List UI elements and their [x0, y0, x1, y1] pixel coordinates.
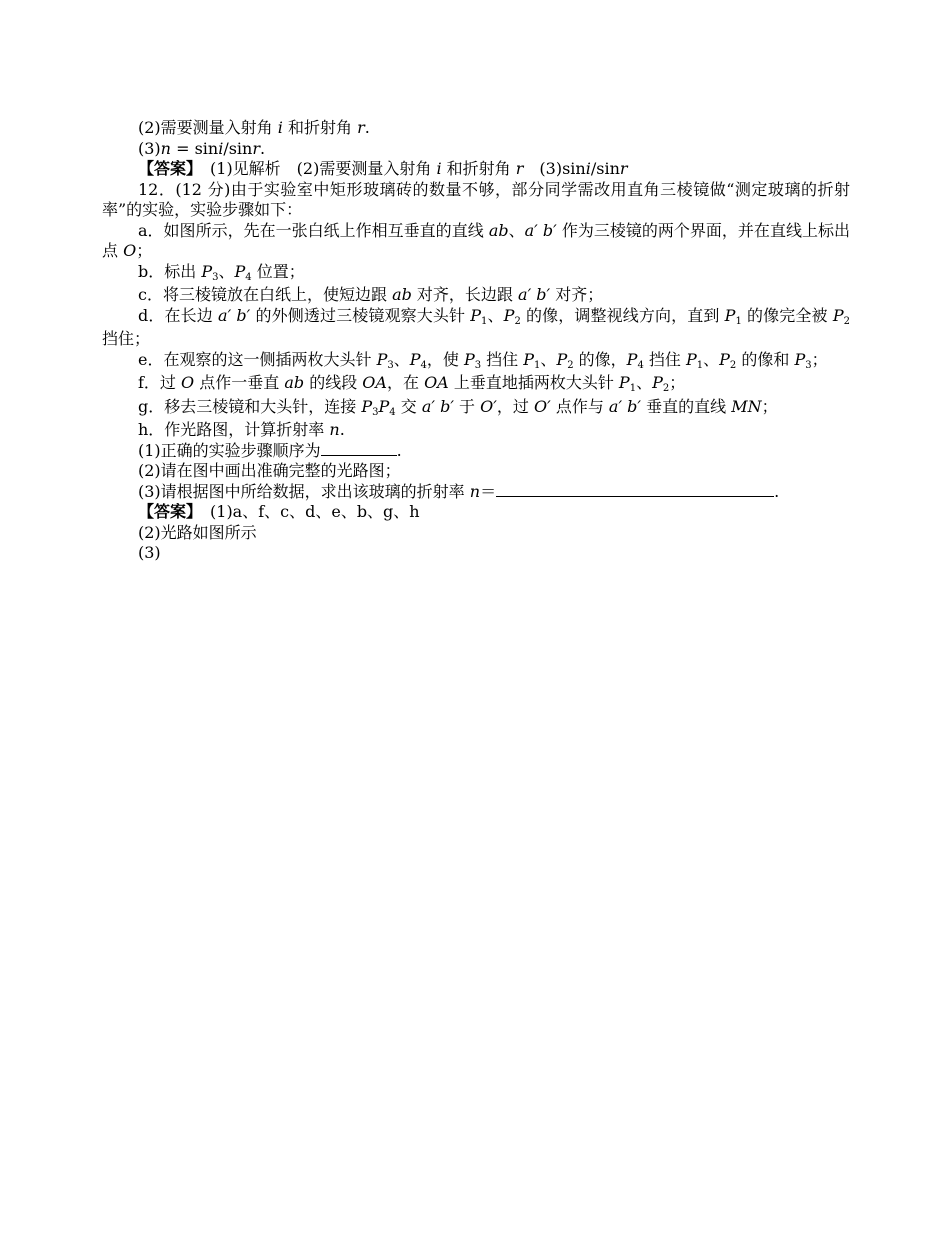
- step-c: [102, 285, 850, 306]
- var-P: P: [724, 305, 736, 325]
- document-page: [102, 118, 856, 564]
- subscript: 3: [474, 359, 482, 371]
- var-r: r: [357, 118, 365, 137]
- var-ab: ab: [488, 220, 509, 240]
- text-run: 、: [487, 305, 504, 325]
- subscript: 2: [567, 359, 574, 371]
- text-run: (1)a、f、c、d、e、b、g、h: [194, 502, 420, 521]
- var-P: P: [463, 349, 475, 369]
- step-f: [102, 373, 850, 397]
- text-run: (3)sin: [523, 159, 586, 178]
- text-run: 点作一垂直: [194, 373, 285, 392]
- text-run: 于: [453, 396, 481, 416]
- answer-blank[interactable]: [496, 482, 774, 497]
- var-r: r: [252, 138, 261, 158]
- subscript: 3: [387, 359, 394, 371]
- var-P: P: [234, 261, 246, 281]
- text-run: 、: [703, 349, 720, 369]
- var-O-prime: O′: [480, 396, 497, 416]
- subscript: 1: [735, 315, 742, 327]
- text-run: .: [339, 420, 345, 439]
- subscript: 2: [729, 359, 737, 371]
- text-run: /sin: [223, 138, 253, 158]
- text-run: 的像完全被: [741, 305, 833, 325]
- subscript: 1: [534, 359, 541, 371]
- text-run: ，在: [386, 373, 425, 392]
- var-P: P: [376, 349, 388, 369]
- var-P: P: [794, 349, 806, 369]
- text-run: ，过: [496, 396, 534, 416]
- text-run: 、: [508, 220, 525, 240]
- step-b: [102, 262, 850, 286]
- var-P: P: [409, 349, 421, 369]
- step-h: [102, 420, 850, 441]
- step-e: [102, 350, 850, 374]
- subscript: 1: [696, 359, 704, 371]
- answer-blank[interactable]: [321, 441, 397, 456]
- var-i: i: [218, 138, 224, 158]
- text-run: 的像和: [736, 349, 795, 369]
- var-P: P: [626, 349, 638, 369]
- text-run: 垂直的直线: [641, 396, 732, 416]
- text-run: 和折射角: [282, 118, 358, 137]
- var-ab: ab: [392, 285, 412, 304]
- subscript: 4: [245, 271, 252, 283]
- text-run: e．在观察的这一侧插两枚大头针: [138, 349, 377, 369]
- var-P: P: [719, 349, 730, 369]
- subscript: 3: [805, 359, 812, 371]
- var-P: P: [652, 373, 663, 392]
- text-run: ＝: [480, 481, 497, 501]
- subscript: 3: [372, 406, 379, 418]
- answer-key-12: [102, 502, 850, 523]
- answer-tag: 【答案】: [138, 502, 195, 521]
- var-P: P: [556, 349, 568, 369]
- question-12-intro: 12．(12 分)由于实验室中矩形玻璃砖的数量不够，部分同学需改用直角三棱镜做“测定玻璃的折射率”的实验，实验步骤如下：: [102, 179, 850, 219]
- text-run: (1)见解析 (2)需要测量入射角: [194, 159, 437, 178]
- text-run: (1)正确的实验步骤顺序为: [138, 440, 321, 460]
- text-run: .: [260, 138, 266, 158]
- sub-question-1: [102, 441, 850, 462]
- text-run: 对齐，长边跟: [411, 285, 519, 304]
- text-run: .: [364, 118, 370, 137]
- step-g: [102, 397, 850, 421]
- text-run: g．移去三棱镜和大头针，连接: [138, 396, 362, 416]
- text-run: /sin: [590, 159, 620, 178]
- text-run: c．将三棱镜放在白纸上，使短边跟: [138, 285, 393, 304]
- text-run: 的像，: [573, 349, 627, 369]
- text-run: 、: [218, 261, 235, 281]
- text-run: 作为三棱镜的两个界面，并在直线上标出点: [102, 220, 850, 260]
- text-run: d．在长边: [138, 305, 219, 325]
- var-i: i: [585, 159, 591, 178]
- subscript: 4: [637, 359, 644, 371]
- text-run: 和折射角: [441, 159, 516, 178]
- text-run: (3)请根据图中所给数据，求出该玻璃的折射率: [138, 481, 470, 501]
- sub-question-2: (2)请在图中画出准确完整的光路图；: [138, 461, 401, 480]
- var-P: P: [201, 261, 213, 281]
- subscript: 1: [481, 315, 488, 327]
- var-r: r: [619, 159, 628, 178]
- text-run: f．过: [138, 373, 182, 392]
- text-run: 的线段: [304, 373, 363, 392]
- text-run: 对齐；: [550, 285, 604, 304]
- subscript: 2: [843, 315, 850, 327]
- var-n: n: [160, 138, 171, 158]
- var-O-prime: O′: [533, 396, 551, 416]
- var-i: i: [277, 118, 283, 137]
- text-run: = sin: [170, 138, 219, 158]
- text-run: 挡住: [481, 349, 524, 369]
- var-P: P: [523, 349, 535, 369]
- text-run: 、: [393, 349, 410, 369]
- sub-question-3: [102, 482, 850, 503]
- step-a: [102, 221, 850, 262]
- var-OA: OA: [362, 373, 387, 392]
- text-run: 的外侧透过三棱镜观察大头针: [250, 305, 471, 325]
- answer-key-12-part-3: (3): [138, 543, 161, 562]
- text-run: ，使: [426, 349, 464, 369]
- text-run: 点作与: [550, 396, 609, 416]
- var-P: P: [618, 373, 630, 392]
- text-run: 挡住；: [102, 305, 856, 348]
- text-run: (2)需要测量入射角: [138, 118, 278, 137]
- var-a-prime-b-prime: a′ b′: [608, 396, 642, 416]
- text-run: 、: [540, 349, 557, 369]
- var-OA: OA: [424, 373, 449, 392]
- answer-key-12-part-2: (2)光路如图所示: [138, 522, 257, 542]
- var-O: O: [123, 241, 137, 260]
- var-P: P: [378, 396, 390, 416]
- text-run: ；: [669, 373, 686, 392]
- text-run: ；: [761, 396, 778, 416]
- text-run: (3): [138, 138, 161, 158]
- var-n: n: [469, 481, 481, 501]
- var-P: P: [470, 305, 482, 325]
- var-P: P: [361, 396, 373, 416]
- text-run: a．如图所示，先在一张白纸上作相互垂直的直线: [138, 220, 489, 240]
- var-P: P: [832, 305, 844, 325]
- prev-answer-line-2: [102, 118, 850, 139]
- var-P: P: [686, 349, 697, 369]
- text-run: .: [774, 481, 780, 501]
- subscript: 2: [514, 315, 521, 327]
- prev-answer-line-3: [102, 139, 850, 160]
- text-run: ；: [136, 241, 153, 260]
- prev-answer-key: [102, 159, 850, 180]
- text-run: 的像，调整视线方向，直到: [520, 305, 725, 325]
- var-n: n: [329, 420, 340, 439]
- var-r: r: [515, 159, 524, 178]
- var-a-prime-b-prime: a′ b′: [518, 285, 551, 304]
- var-i: i: [436, 159, 442, 178]
- subscript: 2: [662, 383, 670, 394]
- var-a-prime-b-prime: a′ b′: [218, 305, 251, 325]
- step-d: [102, 305, 856, 350]
- var-O: O: [181, 373, 195, 392]
- text-run: ；: [811, 349, 828, 369]
- subscript: 4: [420, 359, 427, 371]
- var-a-prime-b-prime: a′ b′: [524, 220, 557, 240]
- var-MN: MN: [731, 396, 762, 416]
- text-run: h．作光路图，计算折射率: [138, 420, 330, 439]
- answer-tag: 【答案】: [138, 159, 195, 178]
- text-run: .: [396, 440, 402, 460]
- text-run: b．标出: [138, 261, 202, 281]
- text-run: 位置；: [251, 261, 305, 281]
- var-P: P: [503, 305, 515, 325]
- var-ab: ab: [284, 373, 305, 392]
- subscript: 3: [212, 271, 219, 283]
- subscript: 1: [629, 383, 637, 394]
- text-run: 交: [395, 396, 422, 416]
- var-a-prime-b-prime: a′ b′: [421, 396, 454, 416]
- subscript: 4: [389, 406, 396, 418]
- text-run: 挡住: [643, 349, 686, 369]
- text-run: 、: [636, 373, 653, 392]
- text-run: 上垂直地插两枚大头针: [448, 373, 619, 392]
